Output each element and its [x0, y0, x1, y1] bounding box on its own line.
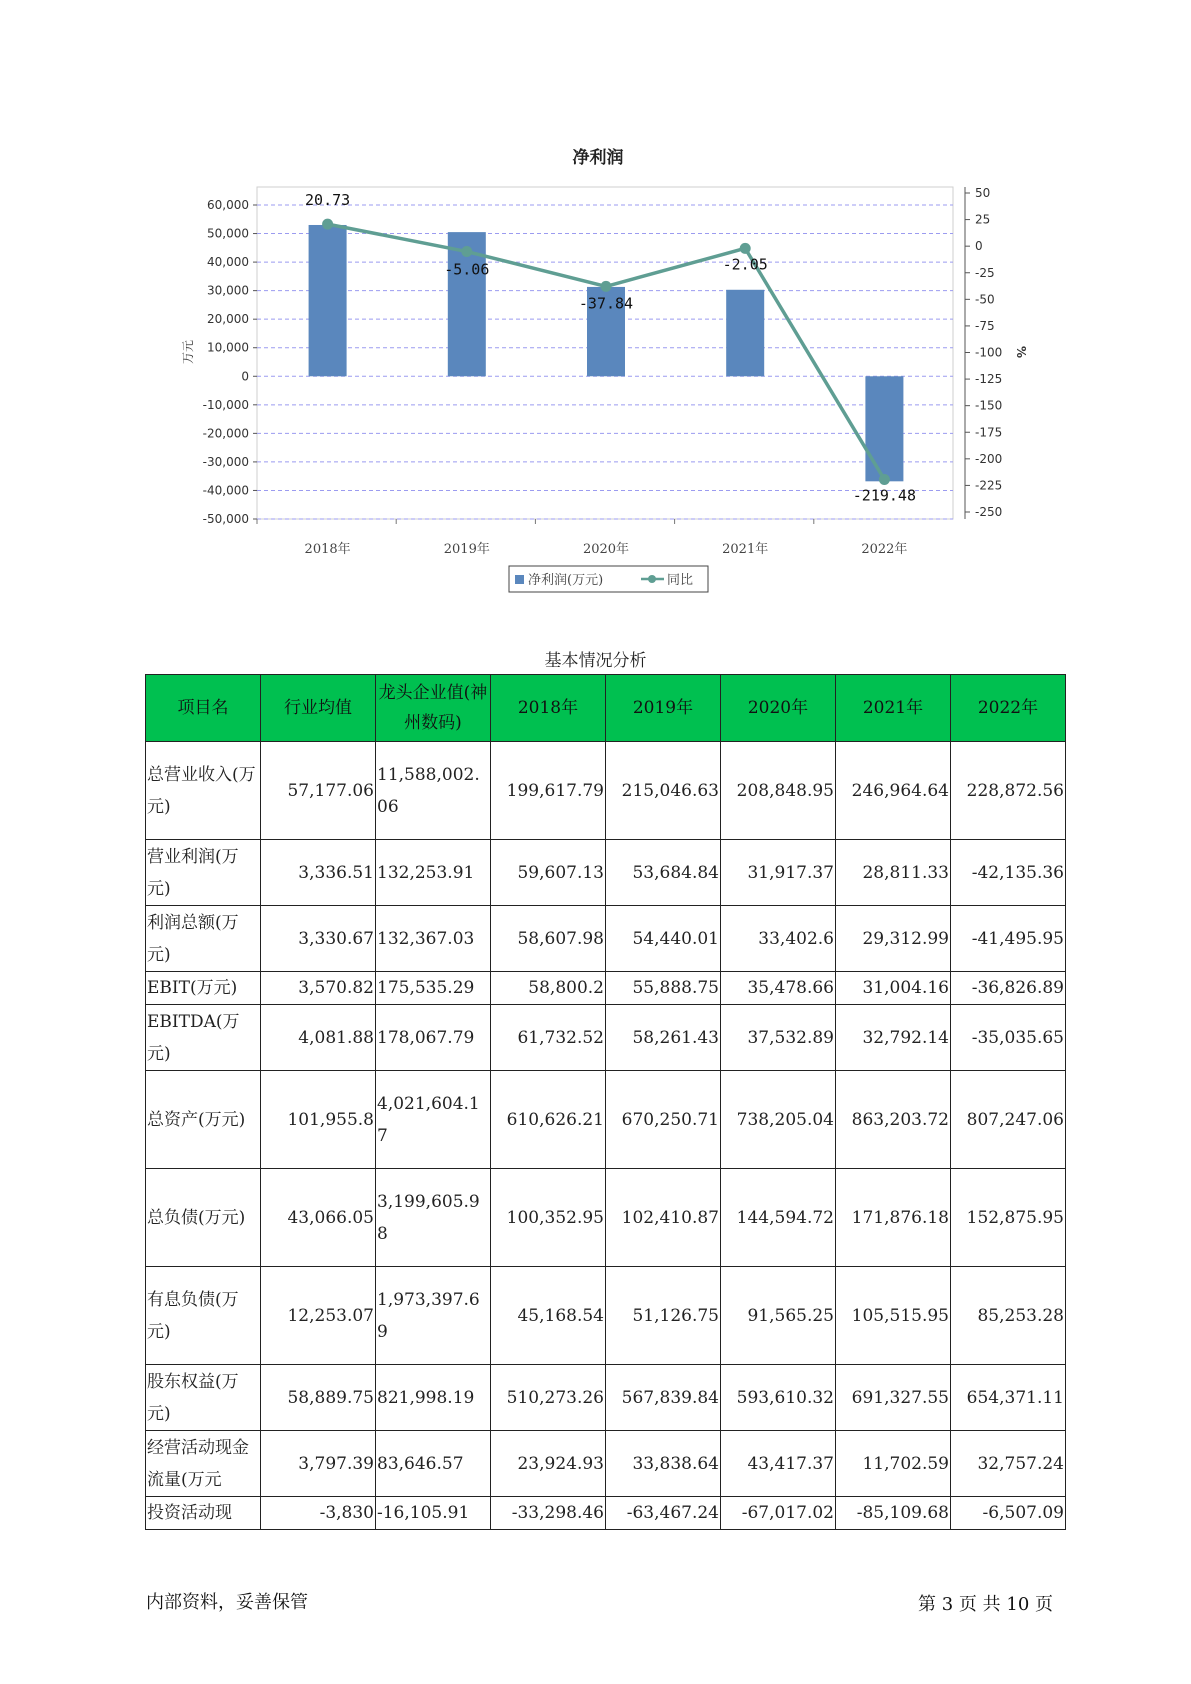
table-row — [146, 840, 1066, 906]
y-tick-label: -50,000 — [202, 512, 249, 526]
value-cell: 11,588,002.06 — [376, 742, 491, 840]
value-cell: 58,607.98 — [491, 906, 606, 972]
value-cell: 654,371.11 — [951, 1365, 1066, 1431]
y-tick-label: 0 — [241, 369, 249, 384]
right-axis-title: % — [1014, 345, 1028, 359]
value-cell: 4,081.88 — [261, 1005, 376, 1071]
legend-line-marker — [648, 575, 656, 583]
row-name-cell: 总资产(万元) — [146, 1071, 261, 1169]
value-cell: 11,702.59 — [836, 1431, 951, 1497]
value-cell: 35,478.66 — [721, 972, 836, 1005]
value-cell: 4,021,604.17 — [376, 1071, 491, 1169]
value-cell: 83,646.57 — [376, 1431, 491, 1497]
value-cell: 32,757.24 — [951, 1431, 1066, 1497]
value-cell: 215,046.63 — [606, 742, 721, 840]
table-row — [146, 1005, 1066, 1071]
table-caption: 基本情况分析 — [544, 651, 647, 671]
value-cell: 670,250.71 — [606, 1071, 721, 1169]
right-tick-label: -125 — [975, 372, 1003, 387]
header-cell: 行业均值 — [261, 675, 376, 742]
yoy-point-2022年 — [879, 474, 890, 485]
header-cell: 2018年 — [491, 675, 606, 742]
bar-2022年 — [865, 376, 903, 481]
yoy-point-2021年 — [740, 243, 751, 254]
value-cell: -67,017.02 — [721, 1497, 836, 1530]
x-tick-label: 2021年 — [722, 542, 769, 557]
header-cell: 2020年 — [721, 675, 836, 742]
value-cell: -35,035.65 — [951, 1005, 1066, 1071]
table-row — [146, 1267, 1066, 1365]
right-tick-label: -175 — [975, 425, 1003, 440]
value-cell: 32,792.14 — [836, 1005, 951, 1071]
header-cell: 2021年 — [836, 675, 951, 742]
value-cell: 59,607.13 — [491, 840, 606, 906]
right-tick-label: 25 — [975, 212, 991, 227]
x-tick-label: 2018年 — [304, 542, 351, 557]
footer-page-number: 第 3 页 共 10 页 — [918, 1594, 1053, 1615]
value-cell: -41,495.95 — [951, 906, 1066, 972]
value-cell: 246,964.64 — [836, 742, 951, 840]
value-cell: 54,440.01 — [606, 906, 721, 972]
y-tick-label: 20,000 — [207, 312, 249, 327]
value-cell: 45,168.54 — [491, 1267, 606, 1365]
value-cell: -85,109.68 — [836, 1497, 951, 1530]
value-cell: 821,998.19 — [376, 1365, 491, 1431]
row-name-cell: 股东权益(万元) — [146, 1365, 261, 1431]
value-cell: 100,352.95 — [491, 1169, 606, 1267]
value-cell: 863,203.72 — [836, 1071, 951, 1169]
right-tick-label: 50 — [975, 186, 991, 200]
row-name-cell: EBIT(万元) — [146, 972, 261, 1005]
value-cell: 3,570.82 — [261, 972, 376, 1005]
value-cell: 208,848.95 — [721, 742, 836, 840]
value-cell: 171,876.18 — [836, 1169, 951, 1267]
value-cell: 37,532.89 — [721, 1005, 836, 1071]
value-cell: 33,402.6 — [721, 906, 836, 972]
value-cell: 3,336.51 — [261, 840, 376, 906]
value-cell: 101,955.8 — [261, 1071, 376, 1169]
value-cell: 175,535.29 — [376, 972, 491, 1005]
yoy-point-2018年 — [322, 219, 333, 230]
footer-confidential-note: 内部资料，妥善保管 — [146, 1592, 308, 1613]
value-cell: 28,811.33 — [836, 840, 951, 906]
value-cell: 12,253.07 — [261, 1267, 376, 1365]
header-cell: 2022年 — [951, 675, 1066, 742]
value-cell: 43,066.05 — [261, 1169, 376, 1267]
value-cell: 144,594.72 — [721, 1169, 836, 1267]
data-label: -219.48 — [852, 486, 917, 505]
value-cell: 152,875.95 — [951, 1169, 1066, 1267]
value-cell: 105,515.95 — [836, 1267, 951, 1365]
value-cell: 58,800.2 — [491, 972, 606, 1005]
yoy-point-2020年 — [601, 281, 612, 292]
value-cell: 610,626.21 — [491, 1071, 606, 1169]
value-cell: 23,924.93 — [491, 1431, 606, 1497]
table-header-row — [146, 675, 1066, 742]
value-cell: 132,367.03 — [376, 906, 491, 972]
legend-bar-label: 净利润(万元) — [528, 573, 604, 588]
value-cell: 593,610.32 — [721, 1365, 836, 1431]
header-cell: 2019年 — [606, 675, 721, 742]
value-cell: 57,177.06 — [261, 742, 376, 840]
data-label: -37.84 — [578, 294, 634, 313]
value-cell: 228,872.56 — [951, 742, 1066, 840]
table-row — [146, 972, 1066, 1005]
right-tick-label: -50 — [975, 292, 995, 307]
row-name-cell: 营业利润(万元) — [146, 840, 261, 906]
right-tick-label: -225 — [975, 478, 1003, 493]
right-tick-label: 0 — [975, 239, 983, 254]
value-cell: -6,507.09 — [951, 1497, 1066, 1530]
right-tick-label: -100 — [975, 345, 1003, 360]
value-cell: 178,067.79 — [376, 1005, 491, 1071]
y-tick-label: 60,000 — [207, 198, 249, 212]
table-row — [146, 742, 1066, 840]
value-cell: 738,205.04 — [721, 1071, 836, 1169]
value-cell: 43,417.37 — [721, 1431, 836, 1497]
row-name-cell: 总负债(万元) — [146, 1169, 261, 1267]
value-cell: -63,467.24 — [606, 1497, 721, 1530]
value-cell: -36,826.89 — [951, 972, 1066, 1005]
value-cell: -33,298.46 — [491, 1497, 606, 1530]
y-tick-label: -20,000 — [202, 426, 249, 441]
y-tick-label: 50,000 — [207, 226, 249, 241]
right-tick-label: -200 — [975, 451, 1003, 466]
value-cell: 29,312.99 — [836, 906, 951, 972]
value-cell: 58,889.75 — [261, 1365, 376, 1431]
x-tick-label: 2022年 — [861, 542, 908, 557]
basic-analysis-table — [145, 674, 1066, 1530]
legend-line-label: 同比 — [667, 573, 694, 588]
y-tick-label: -10,000 — [202, 397, 249, 412]
right-tick-label: -250 — [975, 505, 1003, 519]
value-cell: 691,327.55 — [836, 1365, 951, 1431]
data-label: 20.73 — [305, 191, 351, 210]
y-tick-label: 40,000 — [207, 255, 249, 270]
right-tick-label: -25 — [975, 265, 995, 280]
row-name-cell: EBITDA(万元) — [146, 1005, 261, 1071]
value-cell: 51,126.75 — [606, 1267, 721, 1365]
data-label: -5.06 — [444, 260, 490, 279]
value-cell: 58,261.43 — [606, 1005, 721, 1071]
row-name-cell: 总营业收入(万元) — [146, 742, 261, 840]
row-name-cell: 利润总额(万元) — [146, 906, 261, 972]
y-tick-label: 10,000 — [207, 340, 249, 355]
value-cell: -42,135.36 — [951, 840, 1066, 906]
value-cell: 3,797.39 — [261, 1431, 376, 1497]
y-tick-label: -40,000 — [202, 483, 249, 498]
value-cell: 31,004.16 — [836, 972, 951, 1005]
yoy-point-2019年 — [461, 246, 472, 257]
header-cell: 龙头企业值(神州数码) — [376, 675, 491, 742]
value-cell: 91,565.25 — [721, 1267, 836, 1365]
table-row — [146, 1365, 1066, 1431]
row-name-cell: 经营活动现金流量(万元 — [146, 1431, 261, 1497]
table-row — [146, 1071, 1066, 1169]
x-tick-label: 2020年 — [582, 542, 630, 557]
chart-canvas — [0, 0, 1191, 600]
data-label: -2.05 — [722, 255, 768, 274]
value-cell: 33,838.64 — [606, 1431, 721, 1497]
row-name-cell: 投资活动现 — [146, 1497, 261, 1530]
chart-title: 净利润 — [572, 148, 624, 168]
right-tick-label: -150 — [975, 398, 1003, 413]
bar-2018年 — [309, 225, 347, 376]
value-cell: -3,830 — [261, 1497, 376, 1530]
value-cell: 55,888.75 — [606, 972, 721, 1005]
value-cell: -16,105.91 — [376, 1497, 491, 1530]
table-row — [146, 1169, 1066, 1267]
value-cell: 3,330.67 — [261, 906, 376, 972]
value-cell: 102,410.87 — [606, 1169, 721, 1267]
right-tick-label: -75 — [975, 318, 995, 333]
y-tick-label: -30,000 — [202, 454, 249, 469]
value-cell: 61,732.52 — [491, 1005, 606, 1071]
value-cell: 807,247.06 — [951, 1071, 1066, 1169]
value-cell: 53,684.84 — [606, 840, 721, 906]
y-tick-label: 30,000 — [207, 283, 249, 298]
row-name-cell: 有息负债(万元) — [146, 1267, 261, 1365]
x-tick-label: 2019年 — [443, 542, 490, 557]
table-row — [146, 1497, 1066, 1530]
value-cell: 510,273.26 — [491, 1365, 606, 1431]
header-cell: 项目名 — [146, 675, 261, 742]
table-row — [146, 1431, 1066, 1497]
table-row — [146, 906, 1066, 972]
value-cell: 3,199,605.98 — [376, 1169, 491, 1267]
value-cell: 567,839.84 — [606, 1365, 721, 1431]
bar-2021年 — [726, 290, 764, 376]
value-cell: 1,973,397.69 — [376, 1267, 491, 1365]
value-cell: 132,253.91 — [376, 840, 491, 906]
legend-bar-swatch — [515, 575, 524, 584]
value-cell: 85,253.28 — [951, 1267, 1066, 1365]
net-profit-chart — [0, 0, 1191, 600]
value-cell: 199,617.79 — [491, 742, 606, 840]
value-cell: 31,917.37 — [721, 840, 836, 906]
y-axis-title: 万元 — [181, 339, 195, 365]
table-body — [146, 742, 1066, 1530]
